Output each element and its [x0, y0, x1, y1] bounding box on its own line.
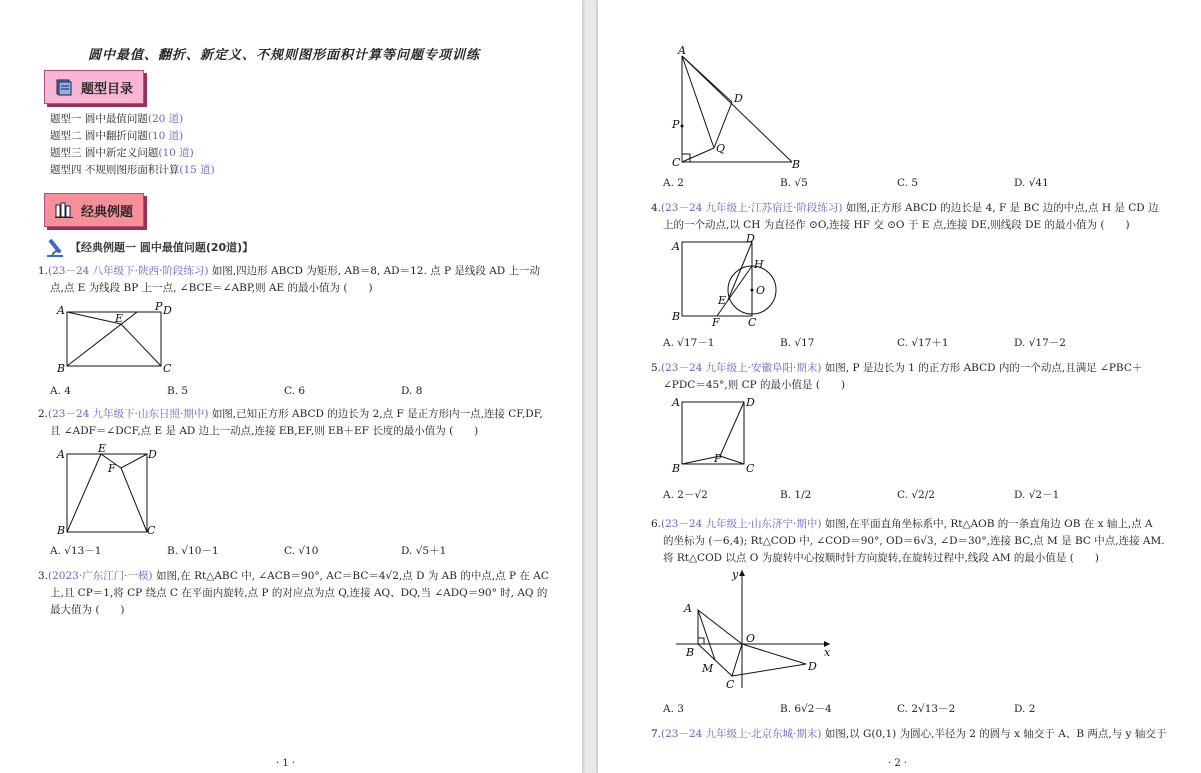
svg-text:D: D — [734, 92, 743, 105]
svg-text:D: D — [746, 396, 755, 409]
catalog-item[interactable]: 题型三 圆中新定义问题(10 道) — [50, 147, 194, 159]
page-number: · 2 · — [888, 758, 908, 769]
microscope-icon — [44, 236, 66, 258]
catalog-item[interactable]: 题型一 圆中最值问题(20 道) — [50, 113, 184, 125]
q1-option-d[interactable]: D. 8 — [401, 385, 423, 397]
q2-option-c[interactable]: C. √10 — [284, 545, 319, 557]
question-2: 2.(23－24 九年级下·山东日照·期中) 如图,已知正方形 ABCD 的边长为 2,点 F 是正方形内一点,连接 CF,DF, 且 ∠ADF＝∠DCF,点 E 是 AD 边上一动点,连接 EB,EF,则 EB＋EF 长度的最小值为 ( ) — [38, 408, 543, 437]
books-icon — [55, 201, 73, 219]
q1-figure — [55, 300, 175, 376]
q4-option-c[interactable]: C. √17＋1 — [897, 337, 949, 349]
svg-text:O: O — [756, 284, 766, 297]
q3-option-c[interactable]: C. 5 — [897, 177, 919, 189]
svg-text:D: D — [808, 660, 817, 673]
q2-option-d[interactable]: D. √5＋1 — [401, 545, 447, 557]
q1-option-b[interactable]: B. 5 — [167, 385, 189, 397]
svg-text:P: P — [672, 118, 680, 131]
svg-text:A: A — [57, 304, 65, 317]
document-title: 圆中最值、翻折、新定义、不规则图形面积计算等问题专项训练 — [88, 48, 481, 63]
svg-text:A: A — [672, 396, 680, 409]
svg-text:C: C — [163, 362, 172, 375]
svg-text:D: D — [746, 234, 755, 245]
q2-option-b[interactable]: B. √10－1 — [167, 545, 219, 557]
catalog-item[interactable]: 题型四 不规则图形面积计算(15 道) — [50, 164, 215, 176]
q4-option-d[interactable]: D. √17－2 — [1014, 337, 1066, 349]
svg-text:P: P — [155, 300, 163, 313]
svg-text:B: B — [57, 362, 66, 375]
q4-option-a[interactable]: A. √17－1 — [663, 337, 715, 349]
svg-text:P: P — [714, 452, 722, 465]
question-5: 5.(23－24 九年级上·安徽阜阳·期末) 如图, P 是边长为 1 的正方形 ABCD 内的一个动点,且满足 ∠PBC＋ ∠PDC＝45°,则 CP 的最小值是 ( ) — [651, 362, 1143, 391]
q5-figure — [670, 394, 760, 474]
q6-option-c[interactable]: C. 2√13－2 — [897, 703, 956, 715]
q5-option-a[interactable]: A. 2－√2 — [663, 489, 708, 501]
question-4: 4.(23－24 九年级上·江苏宿迁·阶段练习) 如图,正方形 ABCD 的边长是 4, F 是 BC 边的中点,点 H 是 CD 边 上的一个动点,以 CH 为直径作 ⊙O,连接 HF 交 ⊙O 于 E 点,连接 DE,则线段 DE 的最小值为 ( ) — [651, 202, 1159, 231]
catalog-list — [50, 111, 215, 179]
q3-option-b[interactable]: B. √5 — [780, 177, 808, 189]
q2-option-a[interactable]: A. √13－1 — [50, 545, 102, 557]
q1-option-a[interactable]: A. 4 — [50, 385, 71, 397]
svg-text:B: B — [792, 158, 801, 171]
question-6: 6.(23－24 九年级上·山东济宁·期中) 如图,在平面直角坐标系中, Rt△AOB 的一条直角边 OB 在 x 轴上,点 A 的坐标为 (－6,4); Rt△COD 中, ∠COD＝90°, OD＝6√3, ∠D＝30°,连接 BC,点 M 是 BC 中点,连接 AM. 将 Rt△COD 以点 O 为旋转中心按顺时针方向旋转,在旋转过程中,线段 AM 的最小值是 ( ) — [651, 518, 1165, 564]
svg-text:C: C — [672, 156, 681, 169]
book-icon — [55, 78, 73, 96]
q3-option-a[interactable]: A. 2 — [663, 177, 684, 189]
svg-text:A: A — [684, 602, 692, 615]
svg-text:x: x — [824, 646, 831, 659]
section-heading — [44, 236, 253, 258]
svg-text:B: B — [57, 524, 66, 537]
page-2 — [598, 0, 1201, 773]
q2-figure — [55, 442, 165, 538]
examples-header — [44, 193, 144, 227]
svg-text:A: A — [678, 44, 686, 57]
q5-option-d[interactable]: D. √2－1 — [1014, 489, 1060, 501]
q6-option-d[interactable]: D. 2 — [1014, 703, 1036, 715]
svg-text:E: E — [115, 312, 124, 325]
svg-text:E: E — [98, 442, 107, 455]
q5-option-c[interactable]: C. √2/2 — [897, 489, 935, 501]
svg-text:A: A — [57, 448, 65, 461]
question-7: 7.(23－24 九年级上·北京东城·期末) 如图,以 G(0,1) 为圆心,半径为 2 的圆与 x 轴交于 A、B 两点,与 y 轴交于 — [651, 728, 1167, 740]
svg-text:B: B — [686, 646, 695, 659]
svg-text:O: O — [746, 632, 756, 645]
section-heading-label: 【经典例题一 圆中最值问题(20道)】 — [70, 241, 254, 254]
svg-text:Q: Q — [716, 142, 726, 155]
examples-header-label: 经典例题 — [81, 204, 134, 220]
svg-text:B: B — [672, 462, 681, 474]
svg-text:A: A — [672, 240, 680, 253]
catalog-header — [44, 70, 144, 104]
svg-text:C: C — [147, 524, 156, 537]
svg-text:y: y — [732, 568, 739, 581]
svg-text:C: C — [726, 678, 735, 691]
svg-text:D: D — [163, 304, 172, 317]
svg-text:F: F — [712, 316, 720, 328]
q4-option-b[interactable]: B. √17 — [780, 337, 815, 349]
svg-text:B: B — [672, 310, 681, 323]
page-number: · 1 · — [276, 758, 296, 769]
svg-text:C: C — [748, 316, 757, 328]
question-1: 1.(23－24 八年级下·陕西·阶段练习) 如图,四边形 ABCD 为矩形, AB＝8, AD＝12. 点 P 是线段 AD 上一动 点,点 E 为线段 BP 上一点, ∠BCE＝∠ABP,则 AE 的最小值为 ( ) — [38, 265, 541, 294]
q6-option-a[interactable]: A. 3 — [663, 703, 684, 715]
page-1 — [0, 0, 582, 773]
svg-text:M: M — [702, 662, 714, 675]
question-3: 3.(2023·广东江门·一模) 如图,在 Rt△ABC 中, ∠ACB＝90°, AC＝BC＝4√2,点 D 为 AB 的中点,点 P 在 AC 上,且 CP＝1,将 CP 绕点 C 在平面内旋转,点 P 的对应点为点 Q,连接 AQ、DQ,当 ∠ADQ＝90° 时, AQ 的 最大值为 ( ) — [38, 570, 549, 616]
catalog-header-label: 题型目录 — [81, 81, 134, 97]
svg-text:D: D — [148, 448, 157, 461]
q5-option-b[interactable]: B. 1/2 — [780, 489, 812, 501]
svg-text:H: H — [754, 258, 764, 271]
q3-option-d[interactable]: D. √41 — [1014, 177, 1049, 189]
q6-figure — [670, 564, 840, 694]
svg-text:E: E — [718, 294, 727, 307]
svg-text:C: C — [746, 462, 755, 474]
svg-text:F: F — [108, 462, 116, 475]
q1-option-c[interactable]: C. 6 — [284, 385, 306, 397]
q4-figure — [670, 234, 790, 328]
q6-option-b[interactable]: B. 6√2－4 — [780, 703, 832, 715]
catalog-item[interactable]: 题型二 圆中翻折问题(10 道) — [50, 130, 184, 142]
q3-figure — [670, 44, 810, 172]
